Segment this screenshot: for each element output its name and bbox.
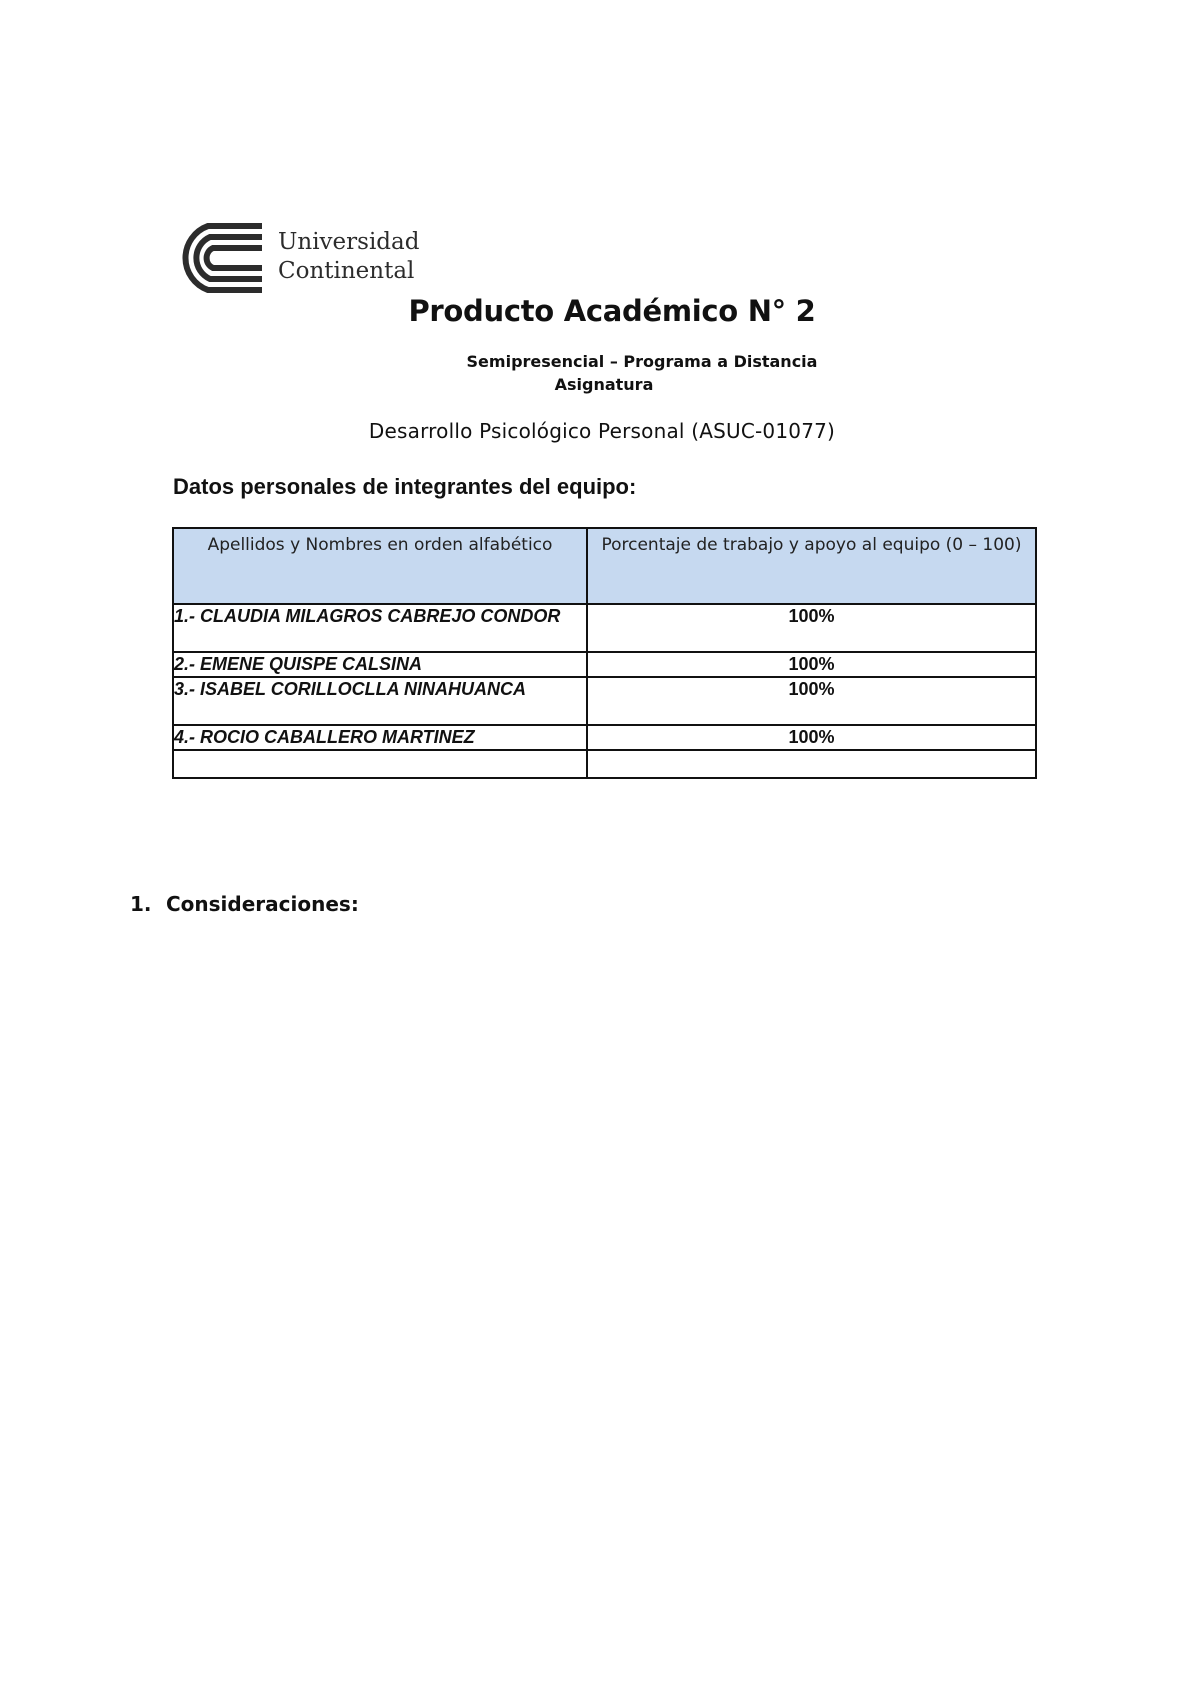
column-header-names: Apellidos y Nombres en orden alfabético <box>173 528 587 604</box>
considerations-heading <box>130 892 359 916</box>
document-title: Producto Académico N° 2 <box>408 294 816 328</box>
member-name: 1.- CLAUDIA MILAGROS CABREJO CONDOR <box>173 604 587 652</box>
member-percentage: 100% <box>587 652 1036 677</box>
column-header-percentage: Porcentaje de trabajo y apoyo al equipo (0 – 100) <box>587 528 1036 604</box>
university-logo <box>170 222 430 294</box>
modality-line: Semipresencial – Programa a Distancia <box>466 352 818 371</box>
list-number: 1. <box>130 892 152 916</box>
course-name: Desarrollo Psicológico Personal (ASUC-01077) <box>368 419 836 443</box>
team-section-heading: Datos personales de integrantes del equipo: <box>173 474 637 499</box>
table-row <box>173 725 1036 750</box>
member-percentage: 100% <box>587 677 1036 725</box>
logo-text <box>278 228 419 286</box>
subject-label: Asignatura <box>554 375 654 394</box>
table-row <box>173 677 1036 725</box>
member-percentage: 100% <box>587 604 1036 652</box>
team-members-table <box>172 527 1037 779</box>
logo-line-1: Universidad <box>278 229 420 255</box>
member-name <box>173 750 587 778</box>
considerations-label: Consideraciones: <box>166 892 359 916</box>
table-row <box>173 652 1036 677</box>
member-name: 4.- ROCIO CABALLERO MARTINEZ <box>173 725 587 750</box>
member-name: 3.- ISABEL CORILLOCLLA NINAHUANCA <box>173 677 587 725</box>
table-row-empty <box>173 750 1036 778</box>
member-percentage <box>587 750 1036 778</box>
logo-line-2: Continental <box>278 258 415 284</box>
member-percentage: 100% <box>587 725 1036 750</box>
logo-mark-icon <box>170 222 266 294</box>
table-header-row <box>173 528 1036 604</box>
member-name: 2.- EMENE QUISPE CALSINA <box>173 652 587 677</box>
table-row <box>173 604 1036 652</box>
